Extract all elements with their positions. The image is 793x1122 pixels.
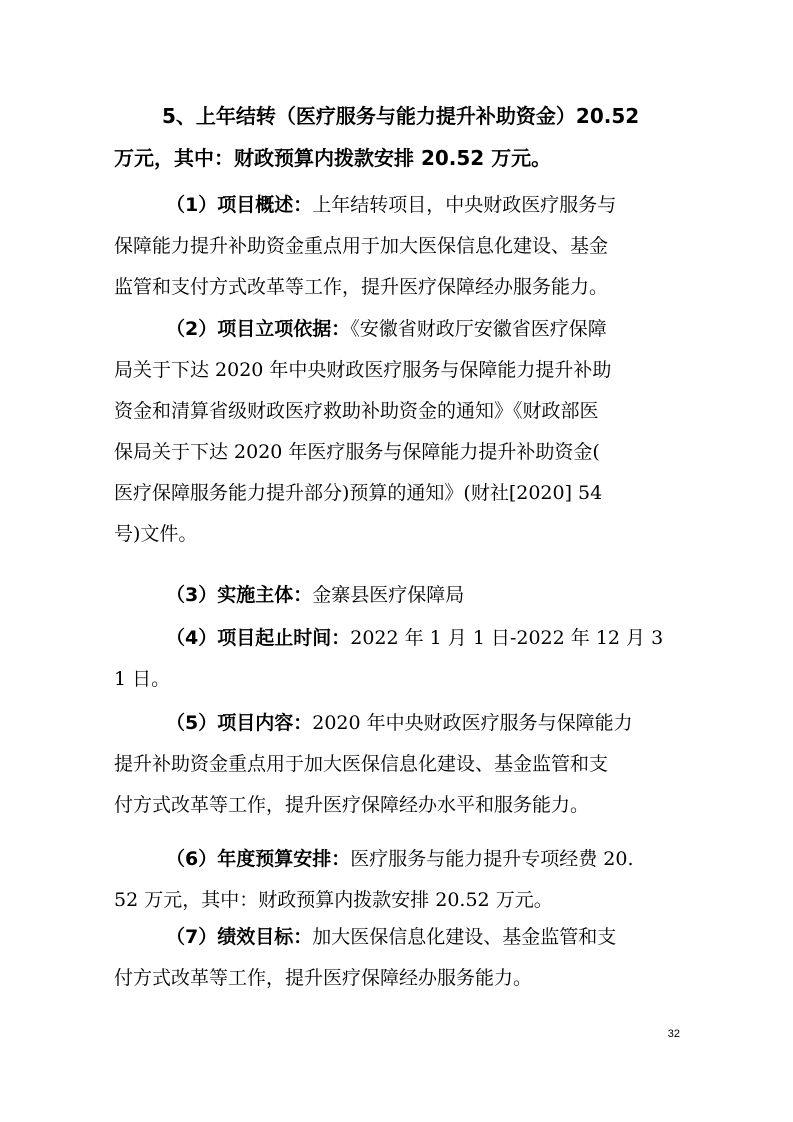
- item-label: （2）项目立项依据：: [166, 318, 351, 340]
- item-text: 上年结转项目，中央财政医疗服务与: [312, 194, 617, 216]
- item-text: 提升补助资金重点用于加大医保信息化建设、基金监管和支: [114, 753, 609, 775]
- item-label: （1）项目概述：: [166, 194, 313, 216]
- item-performance-goal: [114, 917, 684, 999]
- item-text: 付方式改革等工作，提升医疗保障经办水平和服务能力。: [114, 794, 590, 816]
- item-text: 号)文件。: [114, 523, 198, 545]
- item-text: 局关于下达 2020 年中央财政医疗服务与保障能力提升补助: [114, 359, 612, 381]
- item-project-overview: [114, 185, 684, 308]
- item-project-content: [114, 703, 684, 826]
- item-text: 保局关于下达 2020 年医疗服务与保障能力提升补助资金(: [114, 441, 600, 463]
- item-text: 医疗保障服务能力提升部分)预算的通知》(财社[2020] 54: [114, 482, 603, 504]
- item-label: （6）年度预算安排：: [166, 848, 351, 870]
- heading-line-1: 5、上年结转（医疗服务与能力提升补助资金）20.52: [162, 104, 640, 128]
- page-number: 32: [667, 1028, 680, 1040]
- item-label: （4）项目起止时间：: [166, 627, 351, 649]
- item-label: （3）实施主体：: [166, 584, 313, 606]
- item-project-period: [114, 618, 684, 700]
- heading-line-2: 万元，其中：财政预算内拨款安排 20.52 万元。: [114, 146, 552, 170]
- item-text: 付方式改革等工作，提升医疗保障经办服务能力。: [114, 967, 533, 989]
- item-text: 监管和支付方式改革等工作，提升医疗保障经办服务能力。: [114, 276, 609, 298]
- item-text: 52 万元，其中：财政预算内拨款安排 20.52 万元。: [114, 889, 553, 911]
- item-text: 加大医保信息化建设、基金监管和支: [312, 926, 617, 948]
- item-text: 资金和清算省级财政医疗救助补助资金的通知》《财政部医: [114, 400, 599, 422]
- item-project-basis: [114, 309, 684, 555]
- item-label: （5）项目内容：: [166, 712, 313, 734]
- section-heading: [114, 95, 684, 179]
- item-text: 金寨县医疗保障局: [312, 584, 465, 606]
- item-implementing-body: [114, 575, 684, 616]
- item-text: 2022 年 1 月 1 日-2022 年 12 月 3: [350, 627, 664, 649]
- item-annual-budget: [114, 839, 684, 921]
- item-text: 保障能力提升补助资金重点用于加大医保信息化建设、基金: [114, 235, 609, 257]
- item-text: 2020 年中央财政医疗服务与保障能力: [312, 712, 633, 734]
- item-text: 《安徽省财政厅安徽省医疗保障: [350, 318, 607, 340]
- item-label: （7）绩效目标：: [166, 926, 313, 948]
- item-text: 1 日。: [114, 668, 171, 690]
- item-text: 医疗服务与能力提升专项经费 20.: [350, 848, 634, 870]
